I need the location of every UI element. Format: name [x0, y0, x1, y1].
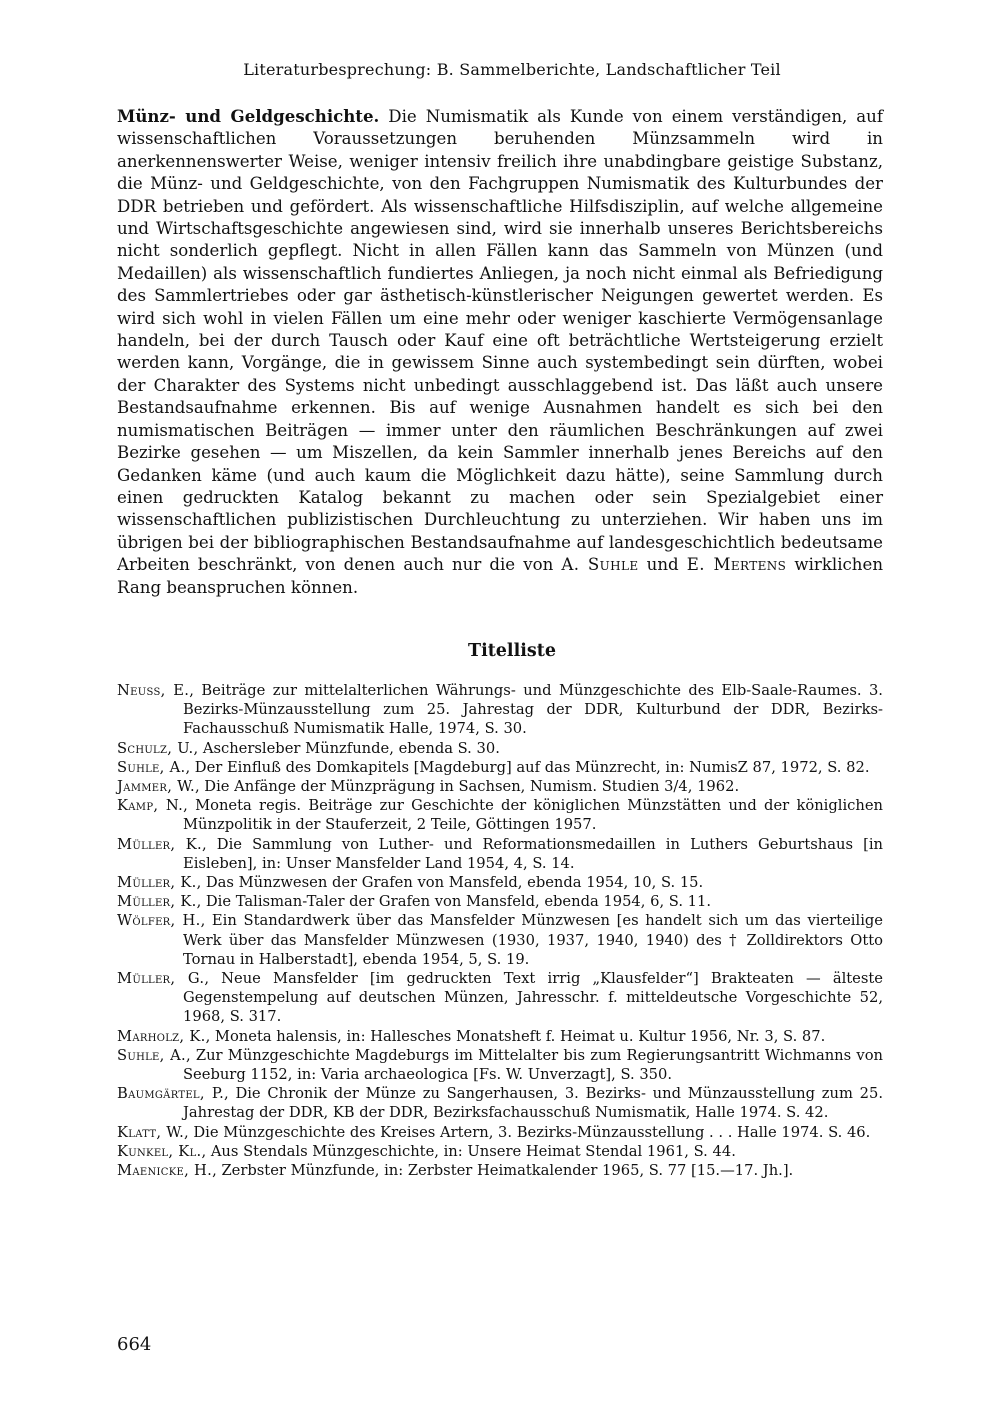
- entry-text: , Die Talisman-Taler der Grafen von Mansfeld, ebenda 1954, 6, S. 11.: [196, 893, 712, 911]
- list-item: [117, 873, 883, 892]
- entry-text: , Aschersleber Münzfunde, ebenda S. 30.: [193, 739, 500, 757]
- entry-author: Müller, K.: [117, 893, 197, 911]
- entry-author: Maenicke, H.: [117, 1162, 213, 1180]
- intro-lead: Münz- und Geldgeschichte.: [117, 106, 380, 126]
- entry-text: , Der Einfluß des Domkapitels [Magdeburg] auf das Münzrecht, in: NumisZ 87, 1972, S. 82.: [185, 758, 870, 776]
- list-item: [117, 1123, 883, 1142]
- entry-text: , Die Sammlung von Luther- und Reformationsmedaillen in Luthers Geburtshaus [in Eisleben], in: Unser Mansfelder Land 1954, 4, S. 14.: [183, 835, 883, 872]
- entry-text: , Beiträge zur mittelalterlichen Währungs- und Münzgeschichte des Elb-Saale-Raumes. 3. Bezirks-Münzausstellung zum 25. Jahrestag der DDR, Kulturbund der DDR, Bezirks-Fachausschuß Numismatik Halle, 1974, S. 30.: [183, 681, 883, 738]
- list-item: [117, 758, 883, 777]
- intro-paragraph: [117, 105, 883, 599]
- entry-text: , Die Chronik der Münze zu Sangerhausen, 3. Bezirks- und Münzausstellung zum 25. Jahrestag der DDR, KB der DDR, Bezirksfachausschuß Numismatik, Halle 1974. S. 42.: [183, 1085, 883, 1122]
- entry-author: Neuss, E.: [117, 681, 190, 699]
- title-list: [117, 681, 883, 1180]
- entry-text: , Moneta halensis, in: Hallesches Monatsheft f. Heimat u. Kultur 1956, Nr. 3, S. 87.: [205, 1027, 826, 1045]
- intro-text-1: Die Numismatik als Kunde von einem verständigen, auf wissenschaftlichen Voraussetzungen beruhenden Münzsammeln wird in anerkennenswerter Weise, weniger intensiv freilich ihre unabdingbare geistige Substanz, die Münz- und Geldgeschichte, von den Fachgruppen Numismatik des Kulturbundes der DDR betrieben und gefördert. Als wissenschaftliche Hilfsdisziplin, auf welche allgemeine und Wirtschaftsgeschichte angewiesen sind, wird sie innerhalb unseres Berichtsbereichs nicht sonderlich gepflegt. Nicht in allen Fällen kann das Sammeln von Münzen (und Medaillen) als wissenschaftlich fundiertes Anliegen, ja noch nicht einmal als Befriedigung des Sammlertriebes oder gar ästhetisch-künstlerischer Neigungen gewertet werden. Es wird sich wohl in vielen Fällen um eine mehr oder weniger kaschierte Vermögensanlage handeln, bei der durch Tausch oder Kauf eine oft beträchtliche Wertsteigerung erzielt werden kann, Vorgänge, die in gewissem Sinne auch systembedingt sein dürften, wobei der Charakter des Systems nicht unbedingt ausschlaggebend ist. Das läßt auch unsere Bestandsaufnahme erkennen. Bis auf wenige Ausnahmen handelt es sich bei den numismatischen Beiträgen — immer unter den räumlichen Beschränkungen auf zwei Bezirke gesehen — um Miszellen, da kein Sammler innerhalb jenes Bereichs auf den Gedanken käme (und auch kaum die Möglichkeit dazu hätte), seine Sammlung durch einen gedruckten Katalog bekannt zu machen oder sein Spezialgebiet einer wissenschaftlichen publizistischen Durchleuchtung zu unterziehen. Wir haben uns im übrigen bei der bibliographischen Bestandsaufnahme auf landesgeschichtlich bedeutsame Arbeiten beschränkt, von denen auch nur die von: [117, 107, 884, 575]
- entry-author: Suhle, A.: [117, 1046, 187, 1064]
- entry-author: Klatt, W.: [117, 1123, 185, 1141]
- intro-name-1: A. Suhle: [561, 555, 639, 575]
- intro-name-2: E. Mertens: [686, 555, 787, 575]
- entry-text: , Die Münzgeschichte des Kreises Artern, 3. Bezirks-Münzausstellung . . . Halle 1974. S. 46.: [184, 1123, 871, 1141]
- entry-text: , Moneta regis. Beiträge zur Geschichte der königlichen Münzstätten und der königlichen Münzpolitik in der Stauferzeit, 2 Teile, Göttingen 1957.: [183, 797, 883, 834]
- list-item: [117, 777, 883, 796]
- intro-text-2: und: [638, 555, 687, 575]
- list-item: [117, 681, 883, 739]
- list-item: [117, 1046, 883, 1084]
- list-item: [117, 1161, 883, 1180]
- section-title: Titelliste: [468, 640, 556, 661]
- entry-text: , Die Anfänge der Münzprägung in Sachsen, Numism. Studien 3/4, 1962.: [194, 777, 740, 795]
- entry-author: Müller, K.: [117, 873, 197, 891]
- list-item: [117, 739, 883, 758]
- entry-author: Suhle, A.: [117, 758, 186, 776]
- entry-text: , Ein Standardwerk über das Mansfelder Münzwesen [es handelt sich um das vierteilige Werk über das Mansfelder Münzwesen (1930, 1937, 1940, 1940) des † Zolldirektors Otto Tornau in Halberstadt], ebenda 1954, 5, S. 19.: [183, 912, 883, 968]
- list-item: [117, 1027, 883, 1046]
- page: [117, 60, 883, 1180]
- entry-author: Kamp, N.: [117, 797, 184, 815]
- intro-text-3: wirklichen Rang beanspruchen können.: [117, 555, 883, 597]
- entry-author: Jammer, W.: [117, 777, 195, 795]
- entry-text: , Neue Mansfelder [im gedruckten Text irrig „Klausfelder“] Brakteaten — älteste Gegenstempelung auf deutschen Münzen, Jahresschr. f. mitteldeutsche Vorgeschichte 52, 1968, S. 317.: [183, 969, 884, 1026]
- entry-author: Baumgärtel, P.: [117, 1085, 225, 1103]
- entry-author: Müller, K.: [117, 835, 203, 853]
- list-item: [117, 892, 883, 911]
- running-head: Literaturbesprechung: B. Sammelberichte, Landschaftlicher Teil: [243, 60, 781, 79]
- list-item: [117, 969, 883, 1027]
- entry-text: , Aus Stendals Münzgeschichte, in: Unsere Heimat Stendal 1961, S. 44.: [201, 1142, 736, 1160]
- entry-author: Kunkel, Kl.: [117, 1142, 202, 1160]
- entry-author: Schulz, U.: [117, 739, 194, 757]
- entry-text: , Zur Münzgeschichte Magdeburgs im Mittelalter bis zum Regierungsantritt Wichmanns von Seeburg 1152, in: Varia archaeologica [Fs. W. Unverzagt], S. 350.: [183, 1046, 883, 1083]
- list-item: [117, 835, 883, 873]
- page-number: 664: [117, 1334, 152, 1355]
- entry-text: , Zerbster Münzfunde, in: Zerbster Heimatkalender 1965, S. 77 [15.—17. Jh.].: [212, 1162, 794, 1180]
- list-item: [117, 796, 883, 834]
- list-item: [117, 1084, 883, 1122]
- list-item: [117, 1142, 883, 1161]
- entry-text: , Das Münzwesen der Grafen von Mansfeld, ebenda 1954, 10, S. 15.: [196, 873, 704, 891]
- entry-author: Marholz, K.: [117, 1027, 206, 1045]
- list-item: [117, 911, 883, 969]
- entry-author: Wölfer, H.: [117, 912, 201, 930]
- entry-author: Müller, G.: [117, 969, 205, 987]
